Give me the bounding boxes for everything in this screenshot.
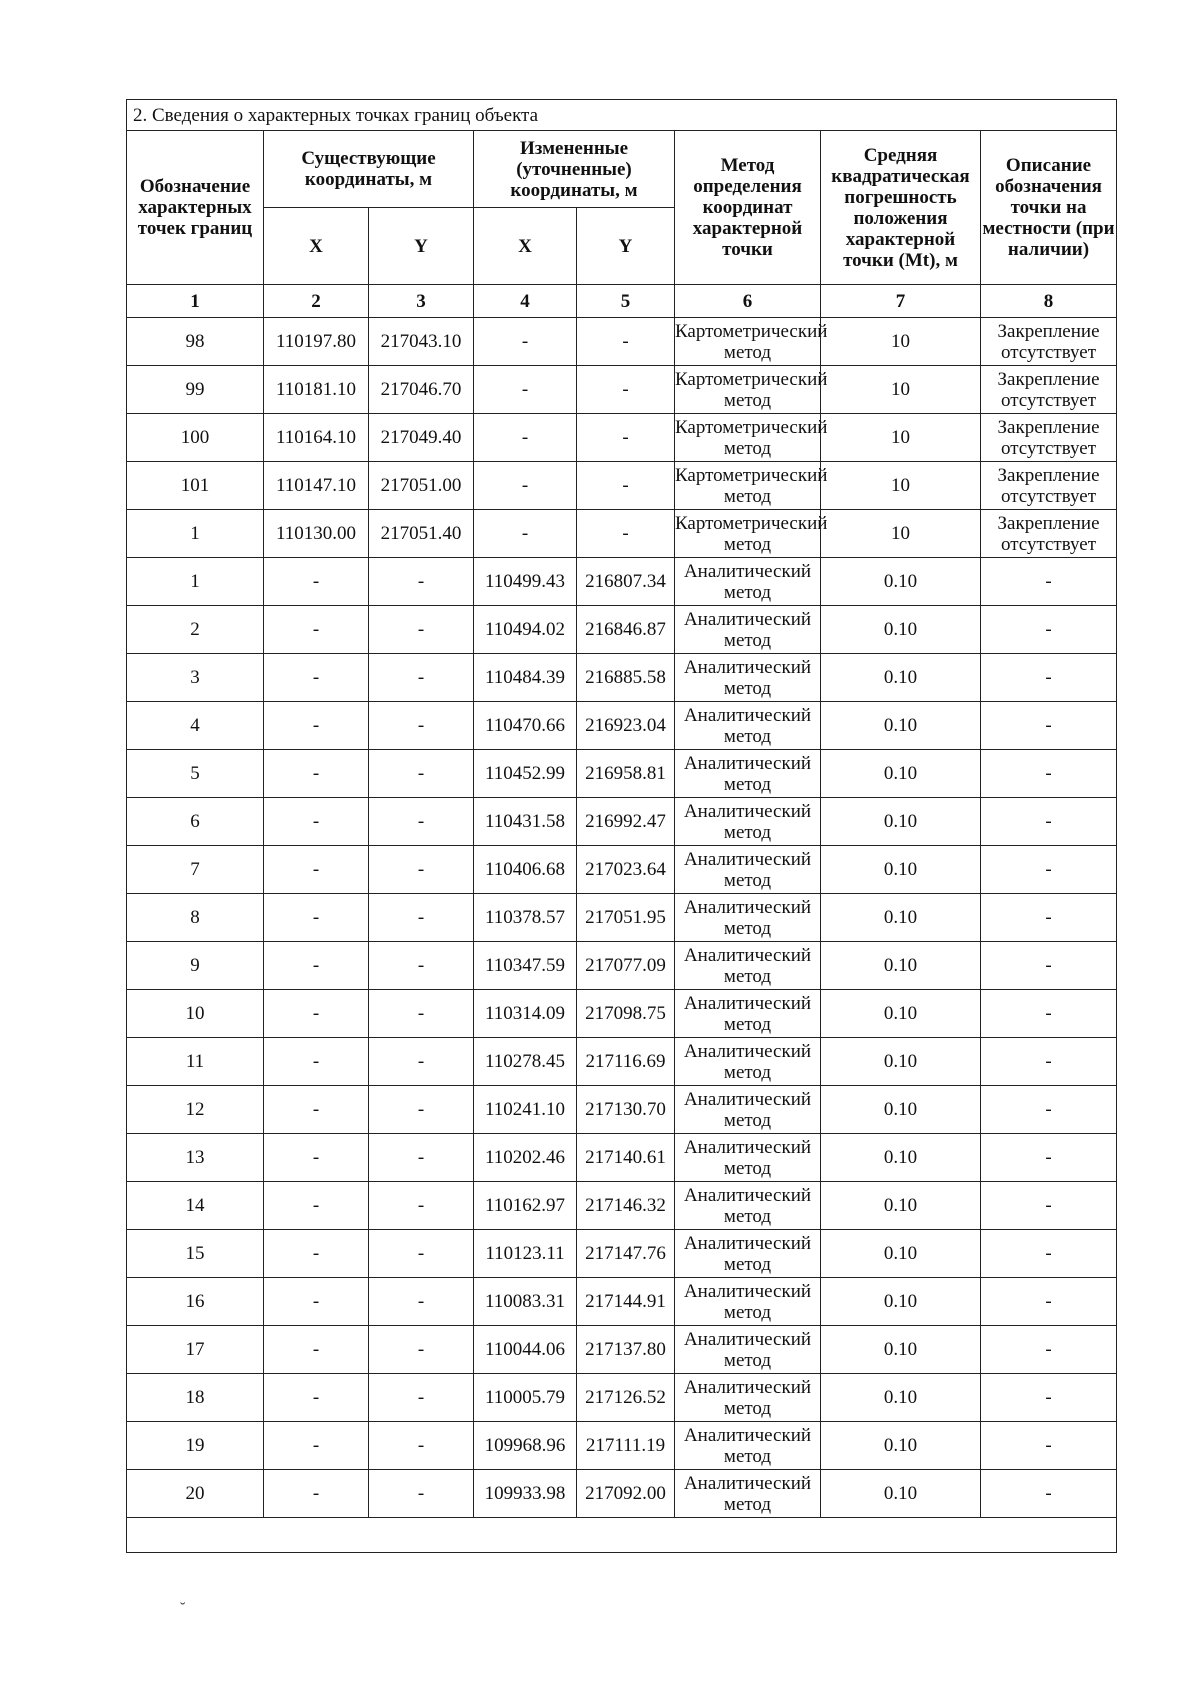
- description-cell: -: [981, 1470, 1117, 1518]
- existing-y-cell: -: [369, 846, 474, 894]
- existing-x-cell: -: [264, 846, 369, 894]
- error-cell: 10: [821, 510, 981, 558]
- method-cell: Аналитический метод: [675, 702, 821, 750]
- error-cell: 0.10: [821, 1038, 981, 1086]
- existing-y-cell: -: [369, 750, 474, 798]
- point-number-cell: 100: [127, 414, 264, 462]
- table-row: [127, 1470, 1117, 1518]
- changed-x-cell: 110378.57: [474, 894, 577, 942]
- existing-x-cell: -: [264, 750, 369, 798]
- method-cell: Аналитический метод: [675, 1230, 821, 1278]
- error-cell: 0.10: [821, 1470, 981, 1518]
- changed-x-cell: 110406.68: [474, 846, 577, 894]
- table-row: [127, 1374, 1117, 1422]
- existing-y-cell: 217046.70: [369, 366, 474, 414]
- table-row: [127, 1134, 1117, 1182]
- method-cell: Картометрический метод: [675, 366, 821, 414]
- changed-x-cell: 110499.43: [474, 558, 577, 606]
- error-cell: 0.10: [821, 894, 981, 942]
- point-number-cell: 14: [127, 1182, 264, 1230]
- header-changed-coords: Измененные (уточненные) координаты, м: [474, 131, 675, 208]
- table-row: [127, 1038, 1117, 1086]
- point-number-cell: 1: [127, 510, 264, 558]
- point-number-cell: 4: [127, 702, 264, 750]
- existing-x-cell: -: [264, 894, 369, 942]
- existing-y-cell: -: [369, 1182, 474, 1230]
- error-cell: 0.10: [821, 798, 981, 846]
- changed-y-cell: 217137.80: [577, 1326, 675, 1374]
- method-cell: Аналитический метод: [675, 990, 821, 1038]
- changed-y-cell: 216923.04: [577, 702, 675, 750]
- existing-y-cell: 217049.40: [369, 414, 474, 462]
- changed-x-cell: 109968.96: [474, 1422, 577, 1470]
- section-title: 2. Сведения о характерных точках границ объекта: [127, 100, 1117, 131]
- point-number-cell: 99: [127, 366, 264, 414]
- empty-footer-row: [127, 1518, 1117, 1553]
- existing-x-cell: -: [264, 654, 369, 702]
- changed-x-cell: 110431.58: [474, 798, 577, 846]
- table-row: [127, 846, 1117, 894]
- header-method: Метод определения координат характерной точки: [675, 131, 821, 285]
- changed-y-cell: 216958.81: [577, 750, 675, 798]
- table-row: [127, 1278, 1117, 1326]
- method-cell: Картометрический метод: [675, 510, 821, 558]
- error-cell: 0.10: [821, 1374, 981, 1422]
- method-cell: Аналитический метод: [675, 1470, 821, 1518]
- table-row: [127, 990, 1117, 1038]
- changed-y-cell: 217147.76: [577, 1230, 675, 1278]
- existing-y-cell: -: [369, 1134, 474, 1182]
- table-body: [127, 318, 1117, 1518]
- error-cell: 10: [821, 462, 981, 510]
- error-cell: 0.10: [821, 1326, 981, 1374]
- table-row: [127, 318, 1117, 366]
- point-number-cell: 3: [127, 654, 264, 702]
- changed-x-cell: 110314.09: [474, 990, 577, 1038]
- point-number-cell: 9: [127, 942, 264, 990]
- point-number-cell: 6: [127, 798, 264, 846]
- table-row: [127, 414, 1117, 462]
- scan-speck: ˘: [180, 1600, 186, 1617]
- table-row: [127, 1422, 1117, 1470]
- point-number-cell: 19: [127, 1422, 264, 1470]
- existing-x-cell: -: [264, 1470, 369, 1518]
- description-cell: -: [981, 654, 1117, 702]
- existing-y-cell: -: [369, 1038, 474, 1086]
- point-number-cell: 13: [127, 1134, 264, 1182]
- error-cell: 0.10: [821, 654, 981, 702]
- changed-y-cell: 217126.52: [577, 1374, 675, 1422]
- method-cell: Аналитический метод: [675, 846, 821, 894]
- error-cell: 0.10: [821, 1422, 981, 1470]
- error-cell: 0.10: [821, 558, 981, 606]
- table-row: [127, 1230, 1117, 1278]
- description-cell: -: [981, 798, 1117, 846]
- header-existing-y: Y: [369, 208, 474, 285]
- description-cell: -: [981, 702, 1117, 750]
- error-cell: 0.10: [821, 1086, 981, 1134]
- header-description: Описание обозначения точки на местности (при наличии): [981, 131, 1117, 285]
- existing-y-cell: 217051.00: [369, 462, 474, 510]
- existing-x-cell: -: [264, 702, 369, 750]
- table-row: [127, 654, 1117, 702]
- existing-x-cell: -: [264, 1134, 369, 1182]
- existing-y-cell: -: [369, 606, 474, 654]
- existing-x-cell: -: [264, 1374, 369, 1422]
- table-row: [127, 894, 1117, 942]
- existing-x-cell: 110164.10: [264, 414, 369, 462]
- point-number-cell: 101: [127, 462, 264, 510]
- point-number-cell: 8: [127, 894, 264, 942]
- point-number-cell: 15: [127, 1230, 264, 1278]
- description-cell: -: [981, 1086, 1117, 1134]
- error-cell: 10: [821, 414, 981, 462]
- header-error: Средняя квадратическая погрешность положения характерной точки (Mt), м: [821, 131, 981, 285]
- changed-x-cell: -: [474, 318, 577, 366]
- existing-x-cell: -: [264, 1278, 369, 1326]
- changed-x-cell: 109933.98: [474, 1470, 577, 1518]
- changed-y-cell: 217130.70: [577, 1086, 675, 1134]
- existing-y-cell: -: [369, 894, 474, 942]
- changed-y-cell: 217092.00: [577, 1470, 675, 1518]
- error-cell: 10: [821, 366, 981, 414]
- column-number: 5: [577, 285, 675, 318]
- method-cell: Картометрический метод: [675, 462, 821, 510]
- method-cell: Аналитический метод: [675, 942, 821, 990]
- changed-x-cell: 110470.66: [474, 702, 577, 750]
- changed-y-cell: 217116.69: [577, 1038, 675, 1086]
- description-cell: Закрепление отсутствует: [981, 366, 1117, 414]
- error-cell: 0.10: [821, 1182, 981, 1230]
- point-number-cell: 17: [127, 1326, 264, 1374]
- method-cell: Аналитический метод: [675, 558, 821, 606]
- changed-x-cell: 110162.97: [474, 1182, 577, 1230]
- changed-x-cell: 110347.59: [474, 942, 577, 990]
- changed-x-cell: 110241.10: [474, 1086, 577, 1134]
- changed-x-cell: 110452.99: [474, 750, 577, 798]
- existing-x-cell: -: [264, 606, 369, 654]
- description-cell: -: [981, 1374, 1117, 1422]
- existing-x-cell: -: [264, 1086, 369, 1134]
- existing-y-cell: -: [369, 1230, 474, 1278]
- changed-x-cell: 110083.31: [474, 1278, 577, 1326]
- existing-y-cell: -: [369, 558, 474, 606]
- existing-x-cell: 110197.80: [264, 318, 369, 366]
- description-cell: -: [981, 558, 1117, 606]
- table-row: [127, 462, 1117, 510]
- point-number-cell: 7: [127, 846, 264, 894]
- existing-x-cell: 110147.10: [264, 462, 369, 510]
- column-number: 3: [369, 285, 474, 318]
- table-row: [127, 510, 1117, 558]
- error-cell: 0.10: [821, 1230, 981, 1278]
- error-cell: 10: [821, 318, 981, 366]
- changed-y-cell: 216807.34: [577, 558, 675, 606]
- method-cell: Аналитический метод: [675, 1326, 821, 1374]
- column-number: 8: [981, 285, 1117, 318]
- method-cell: Аналитический метод: [675, 1278, 821, 1326]
- existing-x-cell: -: [264, 558, 369, 606]
- changed-y-cell: -: [577, 510, 675, 558]
- table-row: [127, 942, 1117, 990]
- point-number-cell: 2: [127, 606, 264, 654]
- error-cell: 0.10: [821, 942, 981, 990]
- existing-x-cell: -: [264, 798, 369, 846]
- header-existing-x: X: [264, 208, 369, 285]
- changed-y-cell: 216846.87: [577, 606, 675, 654]
- point-number-cell: 98: [127, 318, 264, 366]
- description-cell: -: [981, 1422, 1117, 1470]
- table-row: [127, 366, 1117, 414]
- table-row: [127, 1086, 1117, 1134]
- column-number: 7: [821, 285, 981, 318]
- existing-x-cell: -: [264, 1230, 369, 1278]
- existing-x-cell: -: [264, 1182, 369, 1230]
- method-cell: Аналитический метод: [675, 1086, 821, 1134]
- existing-x-cell: -: [264, 1326, 369, 1374]
- error-cell: 0.10: [821, 990, 981, 1038]
- changed-x-cell: 110123.11: [474, 1230, 577, 1278]
- changed-y-cell: 216885.58: [577, 654, 675, 702]
- changed-x-cell: -: [474, 414, 577, 462]
- column-number: 6: [675, 285, 821, 318]
- changed-y-cell: -: [577, 462, 675, 510]
- column-number: 4: [474, 285, 577, 318]
- point-number-cell: 10: [127, 990, 264, 1038]
- table-row: [127, 702, 1117, 750]
- description-cell: Закрепление отсутствует: [981, 318, 1117, 366]
- description-cell: Закрепление отсутствует: [981, 510, 1117, 558]
- existing-y-cell: -: [369, 1278, 474, 1326]
- existing-y-cell: -: [369, 1422, 474, 1470]
- column-number: 1: [127, 285, 264, 318]
- changed-y-cell: 217144.91: [577, 1278, 675, 1326]
- method-cell: Аналитический метод: [675, 1374, 821, 1422]
- changed-y-cell: 217146.32: [577, 1182, 675, 1230]
- description-cell: -: [981, 1038, 1117, 1086]
- description-cell: Закрепление отсутствует: [981, 414, 1117, 462]
- existing-y-cell: -: [369, 1374, 474, 1422]
- description-cell: Закрепление отсутствует: [981, 462, 1117, 510]
- changed-y-cell: -: [577, 366, 675, 414]
- changed-x-cell: 110202.46: [474, 1134, 577, 1182]
- description-cell: -: [981, 894, 1117, 942]
- method-cell: Аналитический метод: [675, 1038, 821, 1086]
- description-cell: -: [981, 846, 1117, 894]
- method-cell: Аналитический метод: [675, 894, 821, 942]
- existing-y-cell: -: [369, 1086, 474, 1134]
- existing-x-cell: -: [264, 942, 369, 990]
- description-cell: -: [981, 606, 1117, 654]
- point-number-cell: 20: [127, 1470, 264, 1518]
- header-changed-y: Y: [577, 208, 675, 285]
- changed-y-cell: 217051.95: [577, 894, 675, 942]
- changed-y-cell: 217098.75: [577, 990, 675, 1038]
- existing-y-cell: -: [369, 702, 474, 750]
- table-row: [127, 798, 1117, 846]
- error-cell: 0.10: [821, 606, 981, 654]
- existing-x-cell: -: [264, 1422, 369, 1470]
- description-cell: -: [981, 1230, 1117, 1278]
- table-row: [127, 558, 1117, 606]
- changed-y-cell: 217023.64: [577, 846, 675, 894]
- existing-y-cell: -: [369, 798, 474, 846]
- method-cell: Аналитический метод: [675, 1182, 821, 1230]
- header-designation: Обозначение характерных точек границ: [127, 131, 264, 285]
- error-cell: 0.10: [821, 846, 981, 894]
- method-cell: Аналитический метод: [675, 606, 821, 654]
- point-number-cell: 16: [127, 1278, 264, 1326]
- existing-x-cell: 110130.00: [264, 510, 369, 558]
- description-cell: -: [981, 990, 1117, 1038]
- changed-x-cell: 110484.39: [474, 654, 577, 702]
- method-cell: Картометрический метод: [675, 318, 821, 366]
- method-cell: Аналитический метод: [675, 654, 821, 702]
- existing-y-cell: -: [369, 942, 474, 990]
- existing-y-cell: -: [369, 1326, 474, 1374]
- changed-y-cell: 217077.09: [577, 942, 675, 990]
- changed-y-cell: -: [577, 414, 675, 462]
- existing-y-cell: 217051.40: [369, 510, 474, 558]
- existing-x-cell: 110181.10: [264, 366, 369, 414]
- description-cell: -: [981, 1278, 1117, 1326]
- table-row: [127, 606, 1117, 654]
- changed-x-cell: -: [474, 366, 577, 414]
- point-number-cell: 5: [127, 750, 264, 798]
- error-cell: 0.10: [821, 1134, 981, 1182]
- description-cell: -: [981, 1182, 1117, 1230]
- description-cell: -: [981, 1134, 1117, 1182]
- error-cell: 0.10: [821, 1278, 981, 1326]
- error-cell: 0.10: [821, 750, 981, 798]
- boundary-points-table: [126, 99, 1117, 1553]
- changed-y-cell: 216992.47: [577, 798, 675, 846]
- changed-x-cell: 110044.06: [474, 1326, 577, 1374]
- header-existing-coords: Существующие координаты, м: [264, 131, 474, 208]
- table-row: [127, 1182, 1117, 1230]
- column-number: 2: [264, 285, 369, 318]
- changed-y-cell: 217140.61: [577, 1134, 675, 1182]
- changed-y-cell: -: [577, 318, 675, 366]
- changed-x-cell: -: [474, 462, 577, 510]
- existing-x-cell: -: [264, 990, 369, 1038]
- description-cell: -: [981, 750, 1117, 798]
- existing-y-cell: -: [369, 1470, 474, 1518]
- changed-x-cell: 110494.02: [474, 606, 577, 654]
- table-row: [127, 1326, 1117, 1374]
- method-cell: Аналитический метод: [675, 798, 821, 846]
- point-number-cell: 18: [127, 1374, 264, 1422]
- error-cell: 0.10: [821, 702, 981, 750]
- existing-y-cell: 217043.10: [369, 318, 474, 366]
- changed-x-cell: -: [474, 510, 577, 558]
- point-number-cell: 12: [127, 1086, 264, 1134]
- table-row: [127, 750, 1117, 798]
- point-number-cell: 1: [127, 558, 264, 606]
- point-number-cell: 11: [127, 1038, 264, 1086]
- existing-y-cell: -: [369, 990, 474, 1038]
- changed-x-cell: 110278.45: [474, 1038, 577, 1086]
- method-cell: Аналитический метод: [675, 1422, 821, 1470]
- method-cell: Аналитический метод: [675, 1134, 821, 1182]
- method-cell: Картометрический метод: [675, 414, 821, 462]
- header-changed-x: X: [474, 208, 577, 285]
- description-cell: -: [981, 942, 1117, 990]
- existing-y-cell: -: [369, 654, 474, 702]
- changed-x-cell: 110005.79: [474, 1374, 577, 1422]
- existing-x-cell: -: [264, 1038, 369, 1086]
- method-cell: Аналитический метод: [675, 750, 821, 798]
- changed-y-cell: 217111.19: [577, 1422, 675, 1470]
- description-cell: -: [981, 1326, 1117, 1374]
